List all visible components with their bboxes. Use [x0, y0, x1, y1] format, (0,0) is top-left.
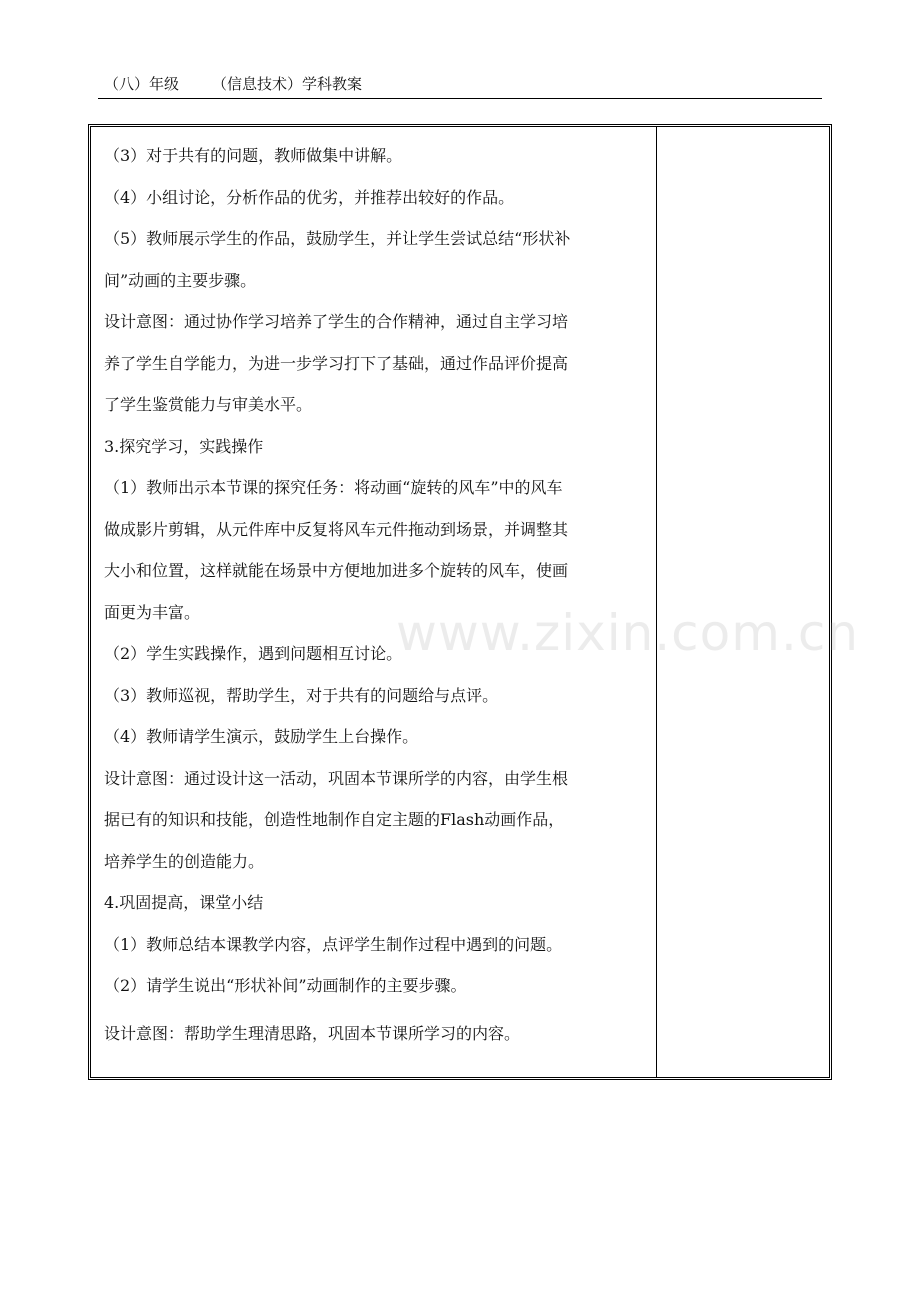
lesson-table: [88, 124, 832, 1080]
notes-cell: [657, 127, 829, 1077]
content-line: 养了学生自学能力，为进一步学习打下了基础，通过作品评价提高: [104, 353, 569, 373]
content-line: 间”动画的主要步骤。: [104, 270, 257, 290]
content-line: 大小和位置，这样就能在场景中方便地加进多个旋转的风车，使画: [104, 561, 569, 580]
content-line: 设计意图：帮助学生理清思路，巩固本节课所学习的内容。: [104, 1023, 521, 1043]
content-line: 面更为丰富。: [104, 602, 201, 622]
lesson-content: [104, 135, 652, 1054]
content-line: 设计意图：通过协作学习培养了学生的合作精神，通过自主学习培: [104, 312, 569, 331]
content-line: 据已有的知识和技能，创造性地制作自定主题的Flash动画作品，: [104, 810, 565, 829]
content-line: （3）教师巡视，帮助学生，对于共有的问题给与点评。: [104, 685, 499, 705]
subject-label: （信息技术）学科教案: [212, 75, 363, 93]
content-line: （2）学生实践操作，遇到问题相互讨论。: [104, 644, 403, 663]
page-header: [98, 74, 822, 99]
content-line: （5）教师展示学生的作品，鼓励学生，并让学生尝试总结“形状补: [104, 229, 571, 248]
content-line: （4）教师请学生演示，鼓励学生上台操作。: [104, 727, 419, 746]
content-line: （1）教师出示本节课的探究任务：将动画“旋转的风车”中的风车: [104, 478, 563, 497]
content-line: （1）教师总结本课教学内容，点评学生制作过程中遇到的问题。: [104, 934, 563, 954]
content-line: （3）对于共有的问题，教师做集中讲解。: [104, 146, 403, 165]
section-heading: 4.巩固提高，课堂小结: [104, 893, 264, 912]
content-line: 了学生鉴赏能力与审美水平。: [104, 395, 313, 414]
content-line: 做成影片剪辑，从元件库中反复将风车元件拖动到场景，并调整其: [104, 519, 569, 539]
watermark: www.zixin.com.cn: [396, 604, 860, 662]
content-line: （2）请学生说出“形状补间”动画制作的主要步骤。: [104, 976, 467, 995]
lesson-content-cell: [91, 127, 657, 1077]
section-heading: 3.探究学习，实践操作: [104, 436, 264, 456]
content-line: （4）小组讨论，分析作品的优劣，并推荐出较好的作品。: [104, 187, 515, 207]
content-line: 培养学生的创造能力。: [104, 851, 265, 871]
grade-label: （八）年级: [104, 75, 180, 93]
content-line: 设计意图：通过设计这一活动，巩固本节课所学的内容，由学生根: [104, 768, 569, 788]
